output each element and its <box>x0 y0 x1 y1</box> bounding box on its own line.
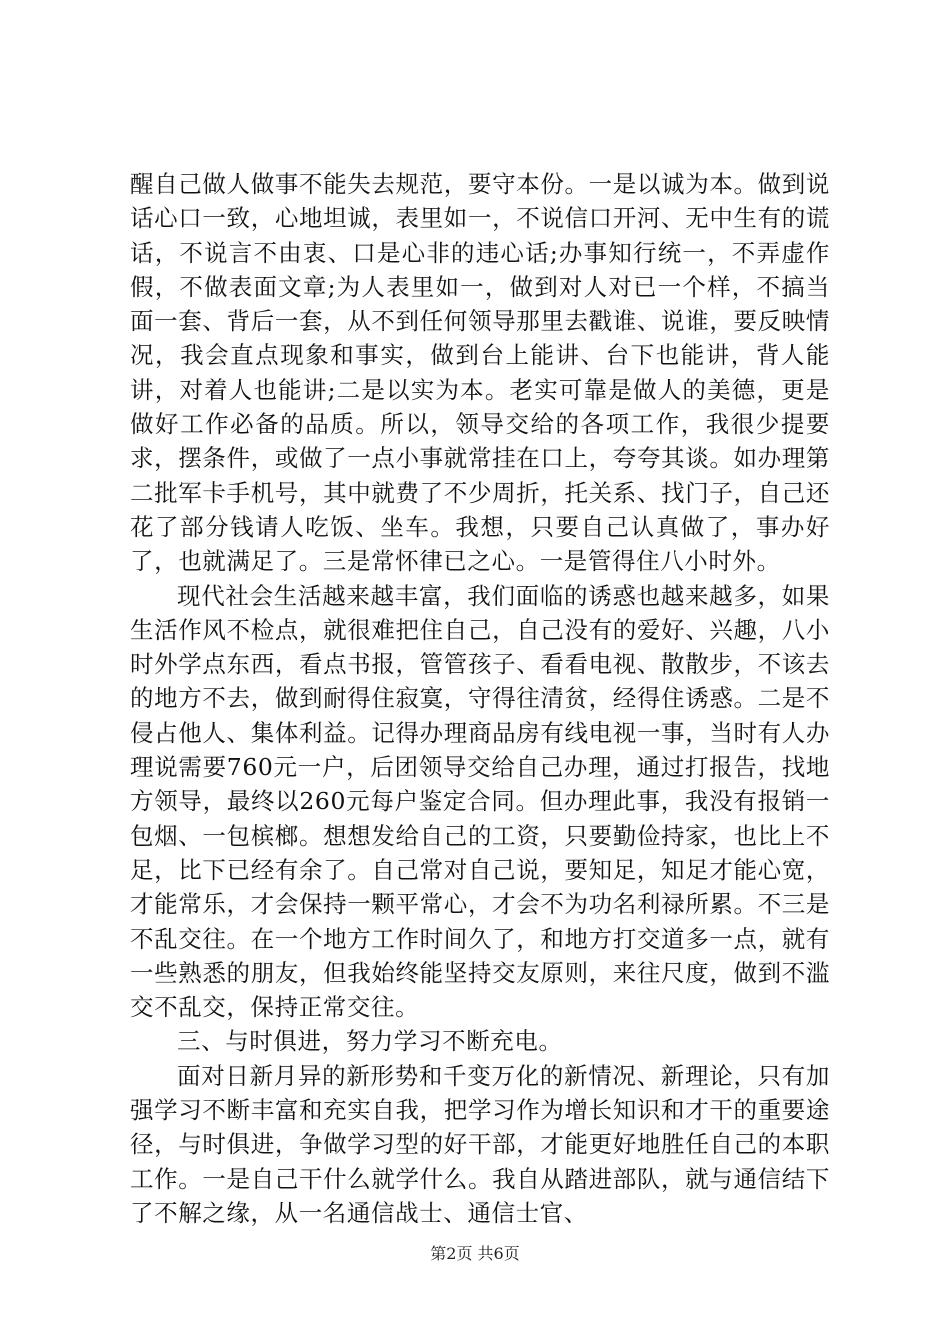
paragraph-learning: 面对日新月异的新形势和千变万化的新情况、新理论，只有加强学习不断丰富和充实自我，把学习作为增长知识和才干的重要途径，与时俱进，争做学习型的好干部，才能更好地胜任自己的本职工作。一是自己干什么就学什么。我自从踏进部队，就与通信结下了不解之缘，从一名通信战士、通信士官、 <box>130 1061 830 1227</box>
page-footer: 第2页 共6页 <box>430 1244 520 1263</box>
paragraph-modern-society: 现代社会生活越来越丰富，我们面临的诱惑也越来越多，如果生活作风不检点，就很难把住自己，自己没有的爱好、兴趣，八小时外学点东西，看点书报，管管孩子、看看电视、散散步，不该去的地方不去，做到耐得住寂寞，守得往清贫，经得住诱惑。二是不侵占他人、集体利益。记得办理商品房有线电视一事，当时有人办理说需要760元一户，后团领导交给自己办理，通过打报告，找地方领导，最终以260元每户鉴定合同。但办理此事，我没有报销一包烟、一包槟榔。想想发给自己的工资，只要勤俭持家，也比上不足，比下已经有余了。自己常对自己说，要知足，知足才能心宽，才能常乐，才会保持一颗平常心，才会不为功名利禄所累。不三是不乱交往。在一个地方工作时间久了，和地方打交道多一点，就有一些熟悉的朋友，但我始终能坚持交友原则，来往尺度，做到不滥交不乱交，保持正常交往。 <box>130 581 830 1022</box>
body-text <box>130 167 830 1230</box>
section-heading-three: 三、与时俱进，努力学习不断充电。 <box>177 1027 563 1056</box>
paragraph-continuation: 醒自己做人做事不能失去规范，要守本份。一是以诚为本。做到说话心口一致，心地坦诚，表里如一，不说信口开河、无中生有的谎话，不说言不由衷、口是心非的违心话;办事知行统一，不弄虚作假，不做表面文章;为人表里如一，做到对人对已一个样，不搞当面一套、背后一套，从不到任何领导那里去戳谁、说谁，要反映情况，我会直点现象和事实，做到台上能讲、台下也能讲，背人能讲，对着人也能讲;二是以实为本。老实可靠是做人的美德，更是做好工作必备的品质。所以，领导交给的各项工作，我很少提要求，摆条件，或做了一点小事就常挂在口上，夸夸其谈。如办理第二批军卡手机号，其中就费了不少周折，托关系、找门子，自己还花了部分钱请人吃饭、坐车。我想，只要自己认真做了，事办好了，也就满足了。三是常怀律已之心。一是管得住八小时外。 <box>130 170 830 576</box>
